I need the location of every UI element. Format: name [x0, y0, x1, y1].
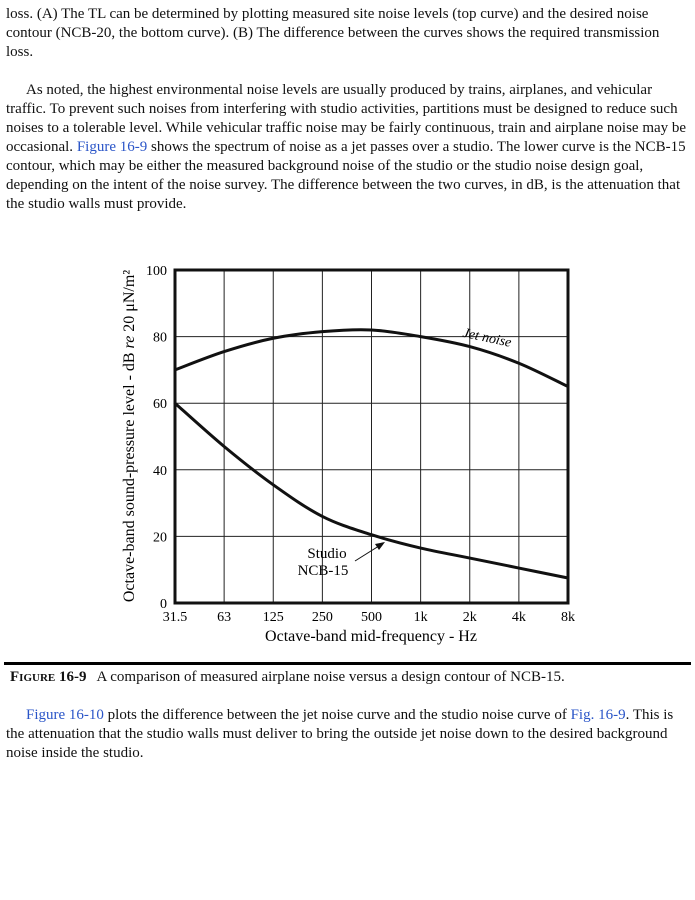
x-tick-label: 125: [262, 610, 284, 625]
paragraph-text-b: shows the spectrum of noise as a jet passes over a studio. The lower curve is the NCB-15 contour, which may be either the measured background noise of the studio or the studio noise design goal, depending on the intent of the noise survey. The difference between the two curves, in dB, is the attenuation that the studio walls must provide.: [6, 139, 686, 212]
studio-label-line1: Studio: [307, 546, 347, 562]
caption-label: Figure 16-9: [10, 669, 87, 685]
y-tick-label: 60: [153, 397, 167, 413]
caption-rule: [4, 662, 691, 665]
x-tick-label: 2k: [462, 610, 477, 625]
x-tick-label: 4k: [511, 610, 526, 625]
figure-16-9-link[interactable]: Figure 16-9: [76, 139, 148, 155]
y-tick-label: 80: [153, 330, 167, 346]
studio-label-line2: NCB-15: [297, 563, 349, 579]
x-tick-label: 500: [361, 610, 382, 625]
x-tick-label: 8k: [561, 610, 575, 625]
chart-grid: [175, 270, 568, 603]
paragraph-attenuation: [6, 706, 690, 763]
y-tick-label: 40: [153, 463, 167, 479]
x-axis-label: Octave-band mid-frequency - Hz: [265, 628, 477, 645]
y-axis-label-b: 20 μN/m²: [121, 269, 138, 336]
y-tick-labels: [146, 264, 167, 612]
paragraph-text-d: . This is the attenuation that the studio walls must deliver to bring the outside jet noise down to the desired background noise inside the studio.: [6, 707, 674, 761]
paragraph-text-c: plots the difference between the jet noise curve and the studio noise curve of: [103, 707, 571, 723]
paragraph-text-a: As noted, the highest environmental noise levels are usually produced by trains, airplanes, and vehicular traffic. To prevent such noises from interfering with studio activities, partitions must be designed to reduce such noises to a tolerable level. While vehicular traffic noise may be fairly continuous, train and airplane noise may be occasional.: [6, 82, 687, 155]
studio-pointer-arrowhead: [375, 542, 385, 550]
paragraph-continued: loss. (A) The TL can be determined by plotting measured site noise levels (top curve) and the desired noise contour (NCB-20, the bottom curve). (B) The difference between the curves shows the required transmission loss.: [6, 6, 660, 60]
x-tick-label: 250: [311, 610, 333, 625]
x-tick-label: 63: [217, 610, 232, 625]
caption-text: A comparison of measured airplane noise versus a design contour of NCB-15.: [96, 669, 565, 685]
y-axis-label-re: re: [121, 335, 138, 349]
fig-16-9-link[interactable]: Fig. 16-9: [570, 707, 626, 723]
y-tick-label: 0: [160, 597, 167, 612]
jet-noise-label: Jet noise: [461, 325, 513, 351]
figure-caption: [10, 668, 565, 687]
y-tick-label: 20: [153, 530, 167, 546]
figure-16-10-link[interactable]: Figure 16-10: [26, 707, 104, 723]
x-tick-label: 1k: [413, 610, 428, 625]
y-tick-label: 100: [146, 264, 167, 279]
x-tick-labels: [163, 610, 575, 625]
x-tick-label: 31.5: [162, 610, 188, 625]
y-axis-label-a: Octave-band sound-pressure level - dB: [121, 348, 138, 603]
y-axis-label: [121, 270, 138, 602]
